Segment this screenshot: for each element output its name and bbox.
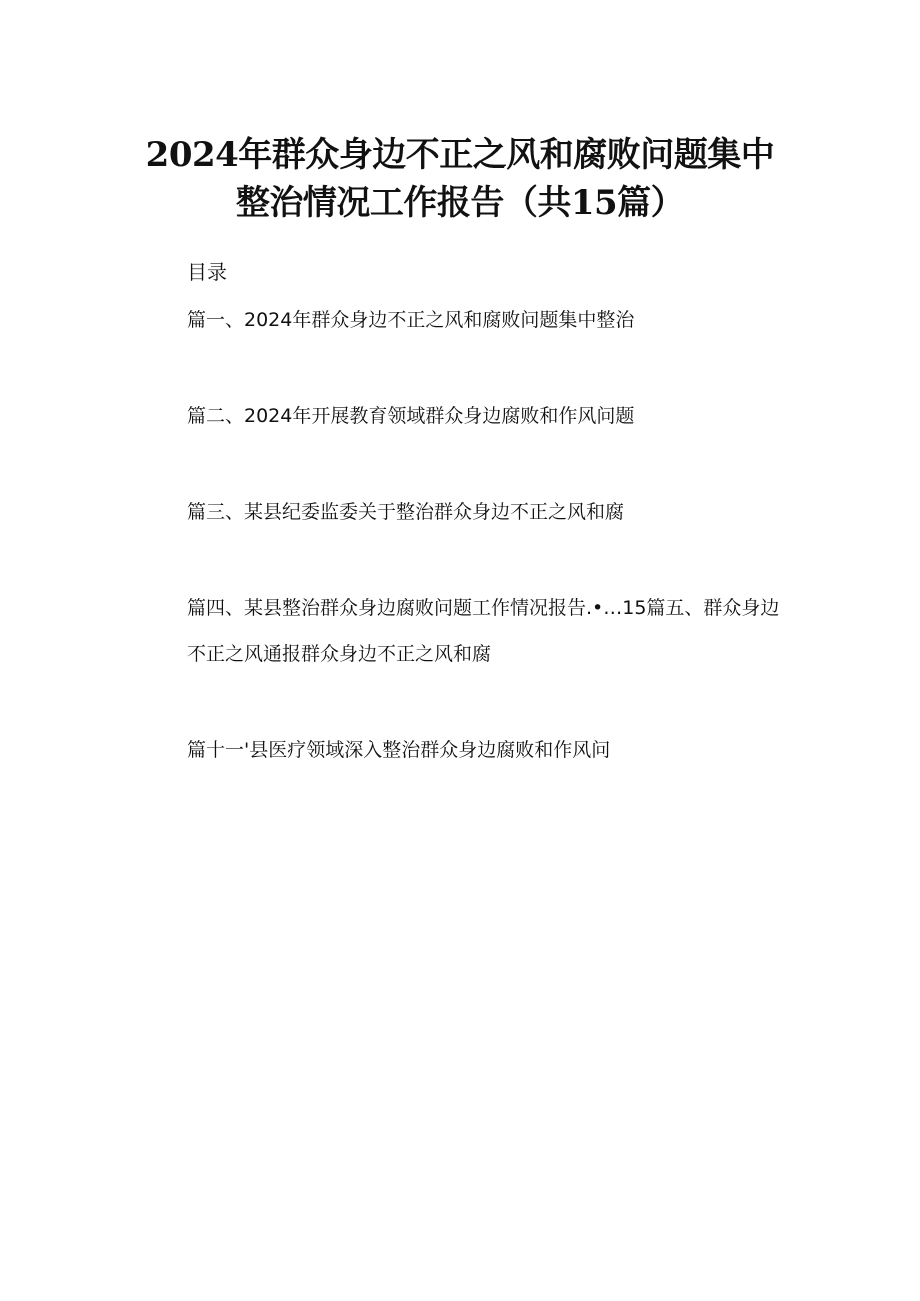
- toc-item: 篇四、某县整治群众身边腐败问题工作情况报告.•…15篇五、群众身边不正之风通报群众身边不正之风和腐: [187, 597, 780, 665]
- toc-item: 篇二、2024年开展教育领域群众身边腐败和作风问题: [187, 405, 635, 427]
- toc-item: 篇十一'县医疗领域深入整治群众身边腐败和作风问: [187, 739, 611, 761]
- toc-item: 篇一、2024年群众身边不正之风和腐败问题集中整治: [187, 309, 635, 331]
- toc-heading: 目录: [187, 260, 227, 284]
- document-title-line-2: 整治情况工作报告（共15篇）: [235, 183, 685, 223]
- document-title-line-1: 2024年群众身边不正之风和腐败问题集中: [145, 135, 775, 175]
- toc-item: 篇三、某县纪委监委关于整治群众身边不正之风和腐: [187, 501, 625, 523]
